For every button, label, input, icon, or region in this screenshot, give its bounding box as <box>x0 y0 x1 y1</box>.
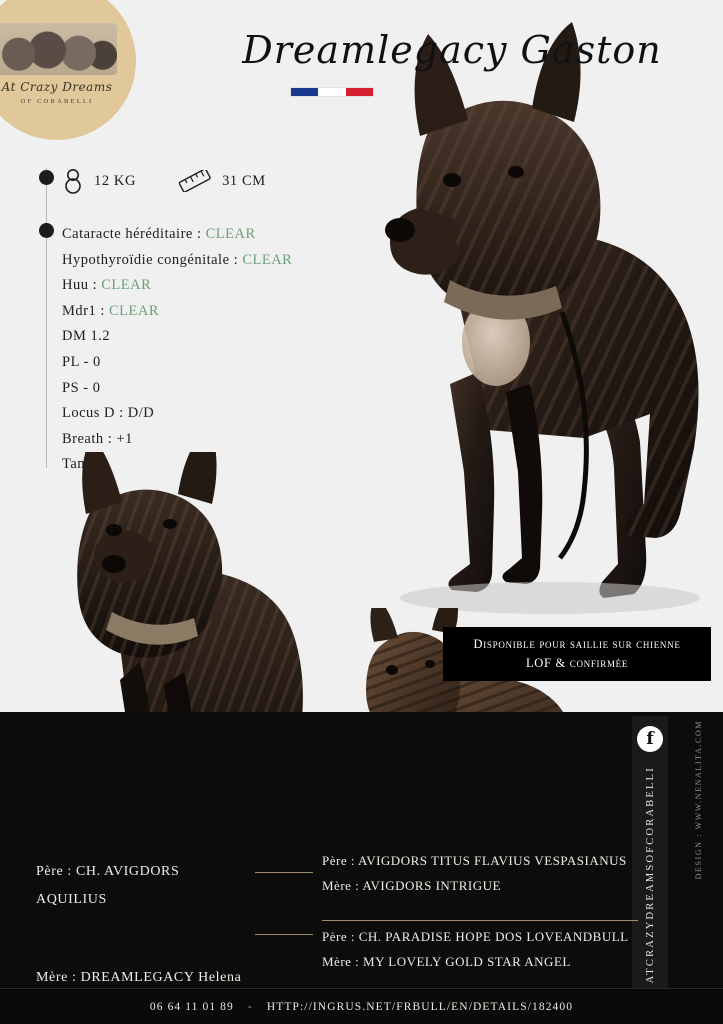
health-item: PS - 0 <box>62 379 101 396</box>
dam-dam: Mère : MY LOVELY GOLD STAR ANGEL <box>322 954 571 969</box>
health-item: PL - 0 <box>62 353 101 370</box>
footer-phone[interactable]: 06 64 11 01 89 <box>149 1000 234 1013</box>
pedigree-parents <box>36 858 276 986</box>
logo-script-text: At Crazy Dreams <box>1 80 113 94</box>
kennel-logo-badge <box>0 0 136 140</box>
french-flag-icon <box>291 88 373 96</box>
social-handle[interactable]: ATCRAZYDREAMSOFCORABELLI <box>644 766 656 984</box>
pedigree-connector-bottom <box>255 934 313 935</box>
dam-name: Mère : DREAMLEGACY Helena <box>36 970 242 985</box>
bullet-health-icon <box>39 223 54 238</box>
info-divider <box>46 168 47 468</box>
sire-name-2: AQUILIUS <box>36 892 107 907</box>
health-value: CLEAR <box>109 302 160 319</box>
ruler-icon <box>178 170 212 192</box>
facebook-icon[interactable]: f <box>637 726 663 752</box>
weight-icon <box>62 168 84 194</box>
page-title: Dreamlegacy Gaston <box>242 28 662 72</box>
health-value: CLEAR <box>101 277 152 294</box>
banner-line-1: Disponible pour saillie sur chienne <box>473 637 681 651</box>
health-item <box>62 222 362 248</box>
footer-separator: - <box>247 1000 253 1013</box>
health-item <box>62 273 362 299</box>
bullet-metrics-icon <box>39 170 54 185</box>
footer-bar <box>0 988 723 1024</box>
health-item: DM 1.2 <box>62 328 111 345</box>
availability-banner <box>443 627 711 681</box>
height-value: 31 CM <box>222 172 266 189</box>
health-item: Locus D : D/D <box>62 405 155 422</box>
sire-dam: Mère : AVIGDORS INTRIGUE <box>322 878 501 893</box>
health-label: Hypothyroïdie congénitale : <box>62 251 239 268</box>
weight-value: 12 KG <box>94 172 137 189</box>
main-dog-photo <box>300 12 720 622</box>
pedigree-grandparents <box>322 848 652 974</box>
health-label: Mdr1 : <box>62 302 105 319</box>
sire-sire: Père : AVIGDORS TITUS FLAVIUS VESPASIANUS <box>322 853 627 868</box>
banner-line-2: LOF & confirmée <box>525 656 629 670</box>
pedigree-connector-top <box>255 872 313 873</box>
health-item <box>62 248 362 274</box>
dam-sire: Père : CH. PARADISE HOPE DOS LOVEANDBULL <box>322 929 629 944</box>
main-dog-illustration <box>300 12 720 622</box>
sire-name: Père : CH. AVIGDORS <box>36 864 180 879</box>
metrics-row <box>62 168 266 194</box>
health-label: Cataracte héréditaire : <box>62 226 202 242</box>
health-value: CLEAR <box>205 226 256 242</box>
health-label: Huu : <box>62 277 98 294</box>
health-item: Tan <box>62 456 86 473</box>
pedigree-spacer <box>322 898 652 924</box>
health-item: Breath : +1 <box>62 430 133 447</box>
footer-url[interactable]: HTTP://INGRUS.NET/FRBULL/EN/DETAILS/182400 <box>266 1000 574 1013</box>
health-test-list <box>62 222 362 478</box>
health-value: CLEAR <box>242 251 293 268</box>
logo-dogs-photo <box>0 23 117 75</box>
design-credit: DESIGN : WWW.NENALITA.COM <box>694 720 703 880</box>
health-item <box>62 299 362 325</box>
logo-subtitle: OF CORABELLI <box>20 98 94 105</box>
